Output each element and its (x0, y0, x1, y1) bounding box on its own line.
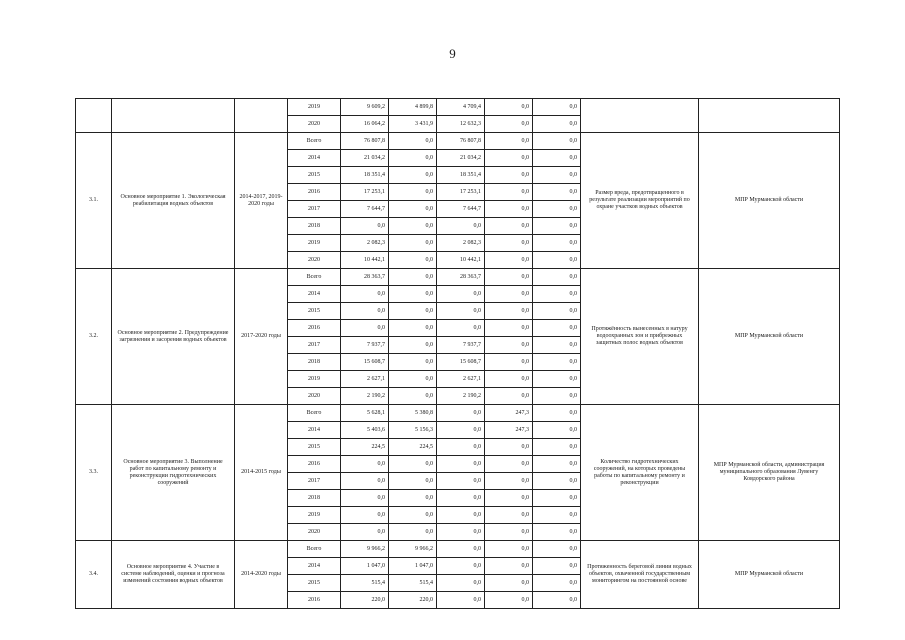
value-cell: 0,0 (533, 133, 581, 150)
year-cell: 2018 (288, 490, 341, 507)
value-cell: 0,0 (533, 439, 581, 456)
value-cell: 0,0 (485, 116, 533, 133)
value-cell: 7 644,7 (437, 201, 485, 218)
value-cell: 4 709,4 (437, 99, 485, 116)
value-cell: 2 190,2 (341, 388, 389, 405)
value-cell: 0,0 (389, 252, 437, 269)
section-indicator: Размер вреда, предотвращенного в результате реализации мероприятий по охране участков водных объектов (581, 133, 699, 269)
value-cell: 0,0 (533, 150, 581, 167)
value-cell: 18 351,4 (341, 167, 389, 184)
value-cell: 247,3 (485, 405, 533, 422)
value-cell: 0,0 (485, 184, 533, 201)
value-cell: 0,0 (533, 524, 581, 541)
year-cell: 2016 (288, 184, 341, 201)
year-cell: 2016 (288, 592, 341, 609)
value-cell: 9 966,2 (389, 541, 437, 558)
section-name: Основное мероприятие 2. Предупреждение загрязнения и засорения водных объектов (112, 269, 235, 405)
section-period: 2017-2020 годы (235, 269, 288, 405)
value-cell: 0,0 (533, 388, 581, 405)
value-cell: 0,0 (533, 354, 581, 371)
year-cell: 2014 (288, 286, 341, 303)
value-cell: 2 082,3 (437, 235, 485, 252)
section-name: Основное мероприятие 1. Экологическая реабилитация водных объектов (112, 133, 235, 269)
value-cell: 5 403,6 (341, 422, 389, 439)
value-cell: 0,0 (485, 269, 533, 286)
value-cell: 0,0 (437, 541, 485, 558)
blank-num (76, 99, 112, 133)
value-cell: 0,0 (341, 320, 389, 337)
year-cell: 2019 (288, 99, 341, 116)
value-cell: 0,0 (485, 541, 533, 558)
section-name: Основное мероприятие 4. Участие в системе наблюдений, оценки и прогноза изменений состояния водных объектов (112, 541, 235, 609)
value-cell: 2 190,2 (437, 388, 485, 405)
section-executor: МПР Мурманской области (699, 133, 840, 269)
value-cell: 0,0 (389, 354, 437, 371)
value-cell: 0,0 (341, 473, 389, 490)
year-cell: Всего (288, 133, 341, 150)
value-cell: 0,0 (533, 167, 581, 184)
year-cell: 2014 (288, 422, 341, 439)
value-cell: 0,0 (437, 405, 485, 422)
value-cell: 0,0 (341, 524, 389, 541)
table-row (76, 269, 840, 286)
value-cell: 0,0 (533, 269, 581, 286)
value-cell: 7 644,7 (341, 201, 389, 218)
year-cell: 2020 (288, 524, 341, 541)
value-cell: 0,0 (533, 184, 581, 201)
value-cell: 16 064,2 (341, 116, 389, 133)
value-cell: 0,0 (437, 575, 485, 592)
value-cell: 0,0 (389, 235, 437, 252)
value-cell: 0,0 (485, 490, 533, 507)
year-cell: 2014 (288, 558, 341, 575)
value-cell: 0,0 (533, 235, 581, 252)
value-cell: 0,0 (389, 269, 437, 286)
section-indicator: Протяжённость вынесенных в натуру водоохранных зон и прибрежных защитных полос водных объектов (581, 269, 699, 405)
value-cell: 220,0 (341, 592, 389, 609)
year-cell: 2019 (288, 371, 341, 388)
year-cell: 2019 (288, 235, 341, 252)
value-cell: 0,0 (533, 575, 581, 592)
value-cell: 0,0 (533, 490, 581, 507)
value-cell: 5 628,1 (341, 405, 389, 422)
value-cell: 0,0 (485, 286, 533, 303)
value-cell: 0,0 (533, 320, 581, 337)
value-cell: 0,0 (437, 592, 485, 609)
value-cell: 5 380,8 (389, 405, 437, 422)
value-cell: 0,0 (485, 507, 533, 524)
value-cell: 0,0 (437, 558, 485, 575)
section-executor: МПР Мурманской области, администрация муниципального образования Лувенгу Ковдорского района (699, 405, 840, 541)
year-cell: 2020 (288, 252, 341, 269)
value-cell: 0,0 (389, 218, 437, 235)
blank-executor (699, 99, 840, 133)
value-cell: 0,0 (389, 507, 437, 524)
value-cell: 0,0 (437, 286, 485, 303)
value-cell: 0,0 (485, 473, 533, 490)
value-cell: 0,0 (389, 167, 437, 184)
year-cell: 2016 (288, 320, 341, 337)
value-cell: 0,0 (533, 507, 581, 524)
value-cell: 0,0 (533, 405, 581, 422)
value-cell: 0,0 (533, 252, 581, 269)
value-cell: 0,0 (485, 235, 533, 252)
page-number: 9 (449, 46, 456, 61)
year-cell: 2019 (288, 507, 341, 524)
year-cell: Всего (288, 541, 341, 558)
section-number: 3.2. (76, 269, 112, 405)
value-cell: 0,0 (389, 490, 437, 507)
section-executor: МПР Мурманской области (699, 541, 840, 609)
value-cell: 0,0 (437, 439, 485, 456)
value-cell: 0,0 (437, 303, 485, 320)
value-cell: 15 608,7 (341, 354, 389, 371)
year-cell: Всего (288, 269, 341, 286)
section-name: Основное мероприятие 3. Выполнение работ по капитальному ремонту и реконструкции гидротехнических сооружений (112, 405, 235, 541)
blank-indicator (581, 99, 699, 133)
year-cell: 2018 (288, 354, 341, 371)
value-cell: 0,0 (533, 456, 581, 473)
value-cell: 0,0 (437, 320, 485, 337)
value-cell: 0,0 (485, 320, 533, 337)
value-cell: 0,0 (485, 456, 533, 473)
value-cell: 3 431,9 (389, 116, 437, 133)
value-cell: 2 082,3 (341, 235, 389, 252)
year-cell: 2017 (288, 473, 341, 490)
value-cell: 0,0 (533, 592, 581, 609)
year-cell: 2015 (288, 575, 341, 592)
value-cell: 0,0 (389, 133, 437, 150)
value-cell: 247,3 (485, 422, 533, 439)
value-cell: 0,0 (485, 371, 533, 388)
value-cell: 0,0 (485, 303, 533, 320)
value-cell: 0,0 (389, 184, 437, 201)
value-cell: 21 034,2 (341, 150, 389, 167)
value-cell: 0,0 (485, 439, 533, 456)
value-cell: 220,0 (389, 592, 437, 609)
year-cell: 2016 (288, 456, 341, 473)
value-cell: 0,0 (485, 558, 533, 575)
value-cell: 17 253,1 (341, 184, 389, 201)
value-cell: 7 937,7 (341, 337, 389, 354)
value-cell: 0,0 (533, 303, 581, 320)
value-cell: 12 632,3 (437, 116, 485, 133)
year-cell: 2018 (288, 218, 341, 235)
value-cell: 0,0 (341, 490, 389, 507)
value-cell: 0,0 (437, 490, 485, 507)
year-cell: 2020 (288, 388, 341, 405)
value-cell: 0,0 (389, 456, 437, 473)
value-cell: 0,0 (389, 473, 437, 490)
value-cell: 224,5 (341, 439, 389, 456)
value-cell: 0,0 (533, 218, 581, 235)
value-cell: 9 966,2 (341, 541, 389, 558)
section-period: 2014-2015 годы (235, 405, 288, 541)
section-indicator: Протяженность береговой линии водных объектов, охваченной государственным мониторингом на постоянной основе (581, 541, 699, 609)
value-cell: 515,4 (389, 575, 437, 592)
value-cell: 0,0 (389, 337, 437, 354)
value-cell: 0,0 (389, 371, 437, 388)
value-cell: 515,4 (341, 575, 389, 592)
value-cell: 0,0 (533, 286, 581, 303)
value-cell: 1 047,0 (389, 558, 437, 575)
value-cell: 1 047,0 (341, 558, 389, 575)
value-cell: 0,0 (485, 150, 533, 167)
value-cell: 0,0 (437, 218, 485, 235)
table-row (76, 541, 840, 558)
value-cell: 0,0 (485, 524, 533, 541)
value-cell: 0,0 (533, 116, 581, 133)
value-cell: 0,0 (389, 388, 437, 405)
value-cell: 0,0 (485, 201, 533, 218)
value-cell: 15 608,7 (437, 354, 485, 371)
value-cell: 0,0 (341, 303, 389, 320)
value-cell: 0,0 (389, 201, 437, 218)
value-cell: 7 937,7 (437, 337, 485, 354)
value-cell: 0,0 (485, 337, 533, 354)
value-cell: 17 253,1 (437, 184, 485, 201)
year-cell: 2020 (288, 116, 341, 133)
value-cell: 76 807,8 (437, 133, 485, 150)
value-cell: 0,0 (533, 371, 581, 388)
value-cell: 10 442,1 (341, 252, 389, 269)
value-cell: 0,0 (533, 99, 581, 116)
value-cell: 224,5 (389, 439, 437, 456)
value-cell: 0,0 (485, 592, 533, 609)
budget-table (75, 98, 840, 609)
value-cell: 0,0 (341, 456, 389, 473)
section-period: 2014-2017, 2019-2020 годы (235, 133, 288, 269)
year-cell: 2017 (288, 201, 341, 218)
blank-period (235, 99, 288, 133)
value-cell: 0,0 (341, 286, 389, 303)
value-cell: 0,0 (341, 218, 389, 235)
value-cell: 0,0 (533, 422, 581, 439)
value-cell: 0,0 (485, 388, 533, 405)
section-indicator: Количество гидротехнических сооружений, на которых проведены работы по капитальному ремонту и реконструкции (581, 405, 699, 541)
value-cell: 0,0 (437, 473, 485, 490)
value-cell: 0,0 (485, 252, 533, 269)
value-cell: 0,0 (389, 303, 437, 320)
value-cell: 0,0 (533, 541, 581, 558)
value-cell: 76 807,8 (341, 133, 389, 150)
value-cell: 0,0 (389, 524, 437, 541)
value-cell: 2 627,1 (437, 371, 485, 388)
value-cell: 0,0 (533, 201, 581, 218)
table-row (76, 99, 840, 116)
blank-name (112, 99, 235, 133)
value-cell: 4 899,8 (389, 99, 437, 116)
year-cell: Всего (288, 405, 341, 422)
value-cell: 2 627,1 (341, 371, 389, 388)
value-cell: 18 351,4 (437, 167, 485, 184)
value-cell: 0,0 (533, 337, 581, 354)
table-row (76, 405, 840, 422)
year-cell: 2015 (288, 439, 341, 456)
value-cell: 9 609,2 (341, 99, 389, 116)
section-number: 3.4. (76, 541, 112, 609)
value-cell: 0,0 (485, 133, 533, 150)
value-cell: 0,0 (485, 167, 533, 184)
value-cell: 0,0 (485, 99, 533, 116)
value-cell: 0,0 (437, 456, 485, 473)
section-number: 3.3. (76, 405, 112, 541)
value-cell: 10 442,1 (437, 252, 485, 269)
year-cell: 2017 (288, 337, 341, 354)
value-cell: 0,0 (437, 524, 485, 541)
value-cell: 0,0 (341, 507, 389, 524)
value-cell: 0,0 (437, 507, 485, 524)
year-cell: 2014 (288, 150, 341, 167)
value-cell: 0,0 (485, 354, 533, 371)
table-row (76, 133, 840, 150)
value-cell: 0,0 (485, 575, 533, 592)
value-cell: 0,0 (485, 218, 533, 235)
value-cell: 0,0 (533, 558, 581, 575)
year-cell: 2015 (288, 167, 341, 184)
value-cell: 0,0 (389, 286, 437, 303)
value-cell: 0,0 (437, 422, 485, 439)
value-cell: 28 363,7 (437, 269, 485, 286)
value-cell: 28 363,7 (341, 269, 389, 286)
section-number: 3.1. (76, 133, 112, 269)
section-executor: МПР Мурманской области (699, 269, 840, 405)
value-cell: 21 034,2 (437, 150, 485, 167)
value-cell: 0,0 (533, 473, 581, 490)
value-cell: 5 156,3 (389, 422, 437, 439)
section-period: 2014-2020 годы (235, 541, 288, 609)
value-cell: 0,0 (389, 150, 437, 167)
value-cell: 0,0 (389, 320, 437, 337)
year-cell: 2015 (288, 303, 341, 320)
